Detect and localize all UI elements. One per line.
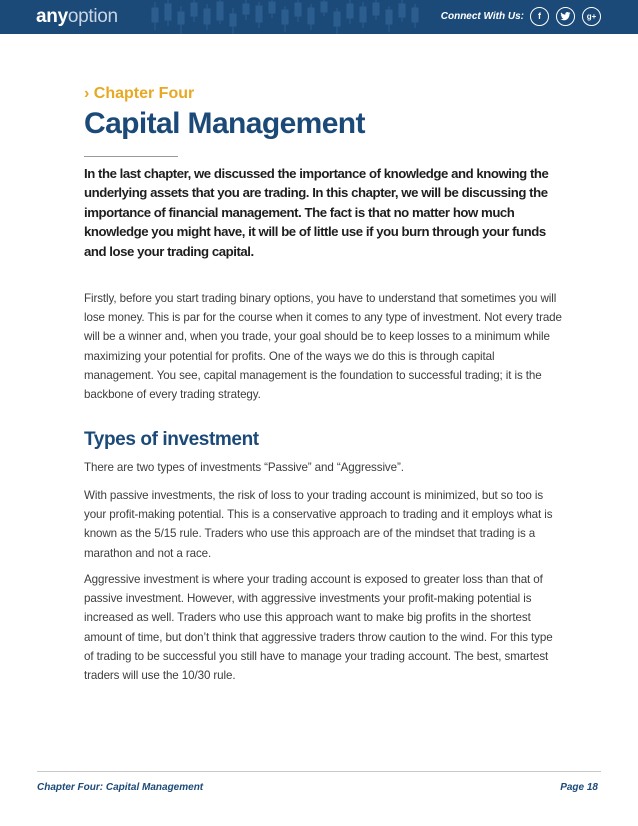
anyoption-logo[interactable] [36,6,118,28]
body-paragraph-4: Aggressive investment is where your trading account is exposed to greater loss than that of passive investment. However, with aggressive investments your profit-making potential is increased as well. Traders who use this approach want to make big profits in the shortest amount of time, but don’t think that aggressive traders throw caution to the wind. For this type of trading to be successful you still have to manage your trading account. The best, smartest traders will use the 10/30 rule. [84,573,553,683]
title-divider [84,156,178,157]
logo-text-option: option [67,6,118,27]
connect-with-us-label: Connect With Us: [440,11,524,22]
facebook-icon[interactable]: f [530,7,549,26]
body-paragraph-2: There are two types of investments “Passive” and “Aggressive”. [84,461,404,474]
body-paragraph-3: With passive investments, the risk of loss to your trading account is minimized, but so too is your profit-making potential. This is a conservative approach to trading and it employs what is known as the 5/15 rule. Traders who use this approach are of the mindset that trading is a marathon and not a race. [84,489,553,560]
body-paragraph-1: Firstly, before you start trading binary options, you have to understand that sometimes you will lose money. This is par for the course when it comes to any type of investment. Not every trade will be a winner and, when you trade, your goal should be to keep losses to a minimum while maximizing your potential for profits. One of the ways we do this is through capital management. You see, capital management is the foundation to successful trading; it is the backbone of every trading strategy. [84,292,562,402]
page-title: Capital Management [84,107,365,140]
logo-text-any: any [36,6,68,27]
page-number: Page 18 [560,782,598,793]
header-bar [0,0,638,34]
footer-chapter-title: Chapter Four: Capital Management [37,782,204,793]
intro-paragraph: In the last chapter, we discussed the importance of knowledge and knowing the underlying assets that you are trading. In this chapter, we will be discussing the importance of financial management. The fact is that no matter how much knowledge you might have, it will be of little use if you burn through your funds and lose your trading capital. [84,166,549,259]
candlestick-chart-decoration [150,0,450,34]
chapter-label: › Chapter Four [84,85,195,102]
footer-divider [37,771,601,772]
google-plus-icon[interactable]: g+ [582,7,601,26]
twitter-icon[interactable] [556,7,575,26]
section-heading-types-of-investment: Types of investment [84,429,259,450]
twitter-bird-glyph [560,11,571,22]
